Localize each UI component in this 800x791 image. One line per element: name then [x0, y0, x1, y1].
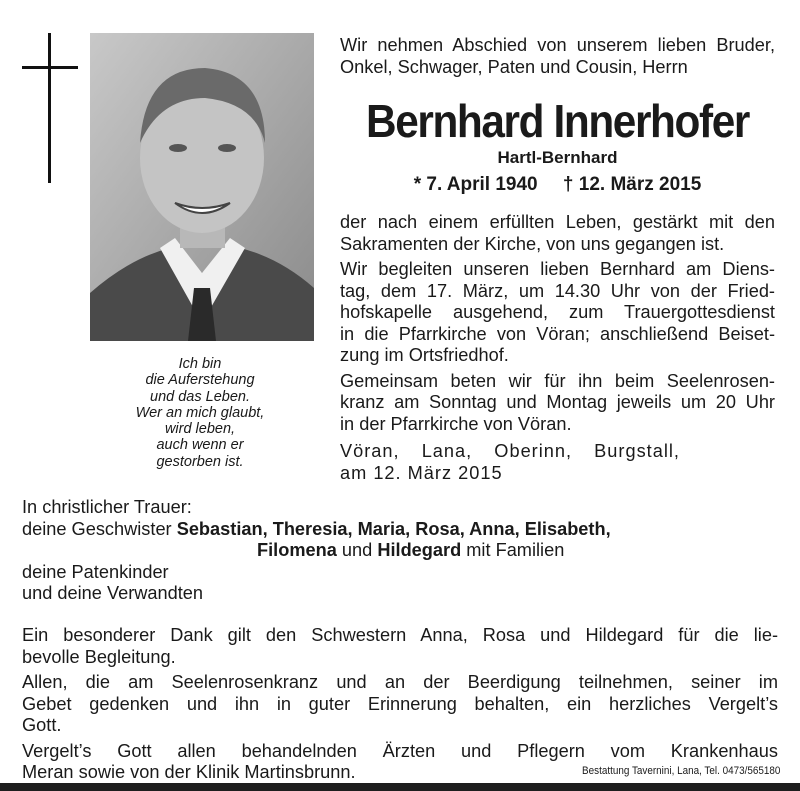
mourners: [22, 497, 782, 605]
siblings-line-2: [22, 540, 782, 562]
text-line: Vergelt’s Gott allen behandelnden Ärzten und Pflegern vom Krankenhaus: [22, 740, 778, 761]
nickname: Hartl-Bernhard: [497, 148, 618, 167]
text-line: Allen, die am Seelenrosenkranz und an der Beerdigung teilnehmen, seiner im: [22, 672, 778, 692]
text-line: tag, dem 17. März, um 14.30 Uhr von der Fried-: [340, 280, 775, 301]
thanks-section: [22, 625, 778, 784]
life-dates: [340, 174, 775, 196]
paragraph-rosary: [340, 371, 775, 436]
siblings-suffix: mit Familien: [466, 540, 565, 560]
quote-line: Ich bin: [178, 356, 222, 372]
cross-icon: [48, 33, 51, 183]
thanks-paragraph: [22, 625, 778, 668]
relatives: und deine Verwandten: [22, 583, 204, 603]
quote-line: wird leben,: [164, 421, 236, 438]
deceased-name: Bernhard Innerhofer: [366, 95, 749, 147]
thanks-paragraph: [22, 672, 778, 737]
paragraph-funeral: [340, 259, 775, 367]
text-line: Vöran, Lana, Oberinn, Burgstall,: [340, 441, 680, 461]
quote-line: Wer an mich glaubt,: [135, 404, 265, 421]
place-date: [340, 441, 680, 484]
intro-text: [340, 35, 775, 78]
godchildren: deine Patenkinder: [22, 561, 169, 582]
birth-date: * 7. April 1940: [413, 174, 538, 195]
quote-line: und das Leben.: [150, 388, 250, 405]
portrait-photo: [90, 33, 314, 341]
siblings-line: [22, 519, 782, 541]
death-date: † 12. März 2015: [562, 174, 702, 195]
intro-line: Onkel, Schwager, Paten und Cousin, Herrn: [340, 56, 688, 77]
paragraph-passing: [340, 212, 775, 255]
intro-line: Wir nehmen Abschied von unserem lieben Bruder,: [340, 35, 775, 55]
text-line: am 12. März 2015: [340, 462, 503, 483]
text-line: kranz am Sonntag und Montag jeweils um 20 Uhr: [340, 392, 775, 412]
mourn-heading: In christlicher Trauer:: [22, 497, 192, 517]
text-line: bevolle Begleitung.: [22, 646, 176, 667]
text-line: Gemeinsam beten wir für ihn beim Seelenrosen-: [340, 370, 775, 391]
siblings-names: Sebastian, Theresia, Maria, Rosa, Anna, Elisabeth,: [176, 518, 611, 539]
cross-icon-bar: [22, 66, 78, 69]
thanks-paragraph: [22, 741, 778, 784]
text-line: Wir begleiten unseren lieben Bernhard am Diens-: [340, 259, 775, 279]
siblings-prefix: deine Geschwister: [22, 518, 172, 539]
text-line: Meran sowie von der Klinik Martinsbrunn.: [22, 762, 356, 782]
text-line: Sakramenten der Kirche, von uns gegangen ist.: [340, 233, 725, 254]
text-line: in die Pfarrkirche von Vöran; anschließend Beiset-: [340, 323, 775, 344]
text-line: zung im Ortsfriedhof.: [340, 345, 509, 365]
bottom-border: [0, 783, 800, 791]
text-line: hofskapelle ausgehend, zum Trauergottesdienst: [340, 302, 775, 322]
funeral-home-credit: Bestattung Tavernini, Lana, Tel. 0473/565180: [581, 765, 780, 777]
quote-line: gestorben ist.: [156, 453, 244, 470]
conjunction: und: [341, 540, 373, 560]
sibling-name: Filomena: [257, 540, 337, 560]
quote-line: die Auferstehung: [145, 372, 255, 389]
main-text: [340, 212, 775, 484]
text-line: Ein besonderer Dank gilt den Schwestern Anna, Rosa und Hildegard für die lie-: [22, 625, 778, 645]
quote-line: auch wenn er: [156, 437, 244, 454]
bible-quote: [100, 356, 300, 470]
sibling-name: Hildegard: [377, 540, 462, 560]
text-line: Gott.: [22, 715, 62, 735]
text-line: in der Pfarrkirche von Vöran.: [340, 413, 572, 434]
text-line: der nach einem erfüllten Leben, gestärkt mit den: [340, 212, 775, 232]
text-line: Gebet gedenken und ihn in guter Erinnerung behalten, ein herzliches Vergelt’s: [22, 693, 778, 714]
